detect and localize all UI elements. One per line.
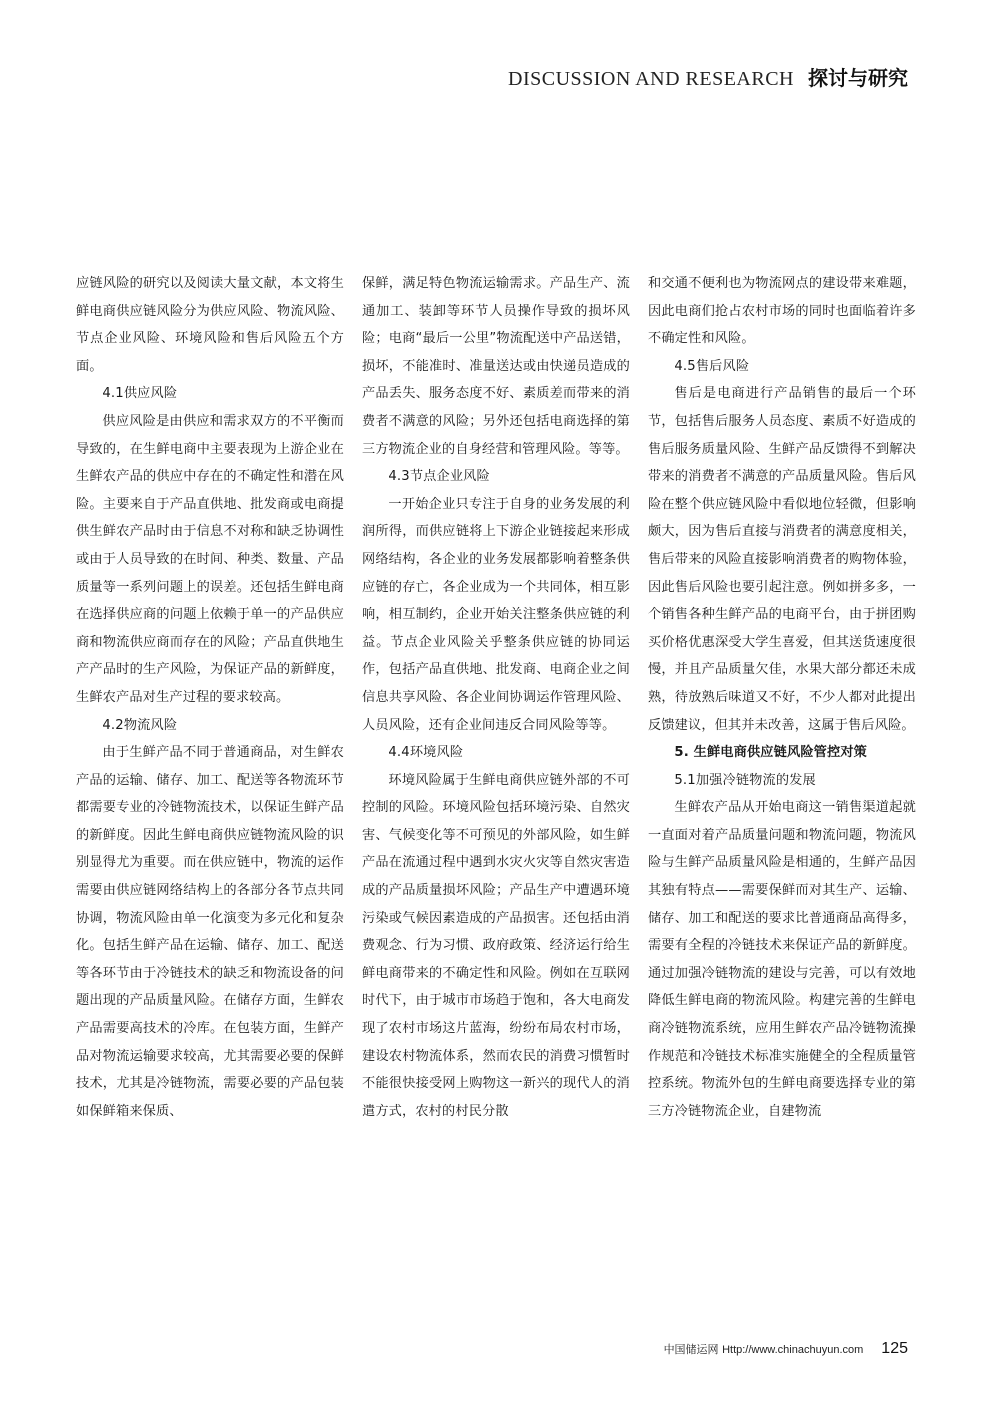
page-number: 125 <box>881 1340 908 1357</box>
section-heading: 4.1供应风险 <box>102 386 178 402</box>
text-column-1 <box>76 270 344 1125</box>
section-heading: 4.2物流风险 <box>102 717 178 733</box>
section-heading: 5.1加强冷链物流的发展 <box>674 772 816 788</box>
paragraph: 售后是电商进行产品销售的最后一个环节，包括售后服务人员态度、素质不好造成的售后服务质量风险、生鲜产品反馈得不到解决带来的消费者不满意的产品质量风险。售后风险在整个供应链风险中看似地位轻微，但影响颇大，因为售后直接与消费者的满意度相关，售后带来的风险直接影响消费者的购物体验，因此售后风险也要引起注意。例如拼多多，一个销售各种生鲜产品的电商平台，由于拼团购买价格优惠深受大学生喜爱，但其送货速度很慢，并且产品质量欠佳，水果大部分都还未成熟，待放熟后味道又不好，不少人都对此提出反馈建议，但其并未改善，这属于售后风险。 <box>648 386 916 733</box>
footer-site-name: 中国储运网 <box>663 1343 719 1356</box>
section-heading: 4.4环境风险 <box>388 745 464 761</box>
section-heading: 4.5售后风险 <box>674 358 750 374</box>
paragraph: 环境风险属于生鲜电商供应链外部的不可控制的风险。环境风险包括环境污染、自然灾害、气候变化等不可预见的外部风险，如生鲜产品在流通过程中遇到水灾火灾等自然灾害造成的产品质量损坏风险；产品生产中遭遇环境污染或气候因素造成的产品损害。还包括由消费观念、行为习惯、政府政策、经济运行给生鲜电商带来的不确定性和风险。例如在互联网时代下，由于城市市场趋于饱和，各大电商发现了农村市场这片蓝海，纷纷布局农村市场，建设农村物流体系，然而农民的消费习惯暂时不能很快接受网上购物这一新兴的现代人的消遣方式，农村的村民分散 <box>362 772 630 1119</box>
text-column-2 <box>362 270 630 1125</box>
page-footer <box>664 1340 908 1358</box>
header-section-english: DISCUSSION AND RESEARCH <box>508 68 794 90</box>
paragraph: 和交通不便利也为物流网点的建设带来难题，因此电商们抢占农村市场的同时也面临着许多不确定性和风险。 <box>648 276 916 347</box>
text-column-3 <box>648 270 916 1125</box>
footer-site <box>664 1341 864 1357</box>
section-heading: 4.3节点企业风险 <box>388 469 490 485</box>
paragraph: 供应风险是由供应和需求双方的不平衡而导致的，在生鲜电商中主要表现为上游企业在生鲜农产品的供应中存在的不确定性和潜在风险。主要来自于产品直供地、批发商或电商提供生鲜农产品时由于信息不对称和缺乏协调性或由于人员导致的在时间、种类、数量、产品质量等一系列问题上的误差。还包括生鲜电商在选择供应商的问题上依赖于单一的产品供应商和物流供应商而存在的风险；产品直供地生产产品时的生产风险，为保证产品的新鲜度，生鲜农产品对生产过程的要求较高。 <box>76 413 344 705</box>
section-heading: 5. 生鲜电商供应链风险管控对策 <box>674 745 868 761</box>
footer-url: Http://www.chinachuyun.com <box>722 1344 864 1356</box>
paragraph: 由于生鲜产品不同于普通商品，对生鲜农产品的运输、储存、加工、配送等各物流环节都需要专业的冷链物流技术，以保证生鲜产品的新鲜度。因此生鲜电商供应链物流风险的识别显得尤为重要。而在供应链中，物流的运作需要由供应链网络结构上的各部分各节点共同协调，物流风险由单一化演变为多元化和复杂化。包括生鲜产品在运输、储存、加工、配送等各环节由于冷链技术的缺乏和物流设备的问题出现的产品质量风险。在储存方面，生鲜农产品需要高技术的冷库。在包装方面，生鲜产品对物流运输要求较高，尤其需要必要的保鲜技术，尤其是冷链物流，需要必要的产品包装如保鲜箱来保质、 <box>76 745 344 1119</box>
paragraph: 生鲜农产品从开始电商这一销售渠道起就一直面对着产品质量问题和物流问题，物流风险与生鲜产品质量风险是相通的，生鲜产品因其独有特点——需要保鲜而对其生产、运输、储存、加工和配送的要求比普通商品高得多，需要有全程的冷链技术来保证产品的新鲜度。通过加强冷链物流的建设与完善，可以有效地降低生鲜电商的物流风险。构建完善的生鲜电商冷链物流系统，应用生鲜农产品冷链物流操作规范和冷链技术标准实施健全的全程质量管控系统。物流外包的生鲜电商要选择专业的第三方冷链物流企业，自建物流 <box>648 800 916 1119</box>
paragraph: 应链风险的研究以及阅读大量文献，本文将生鲜电商供应链风险分为供应风险、物流风险、节点企业风险、环境风险和售后风险五个方面。 <box>76 276 344 374</box>
paragraph: 一开始企业只专注于自身的业务发展的利润所得，而供应链将上下游企业链接起来形成网络结构，各企业的业务发展都影响着整条供应链的存亡，各企业成为一个共同体，相互影响，相互制约，企业开始关注整条供应链的利益。节点企业风险关乎整条供应链的协同运作，包括产品直供地、批发商、电商企业之间信息共享风险、各企业间协调运作管理风险、人员风险，还有企业间违反合同风险等等。 <box>362 496 630 733</box>
paragraph: 保鲜，满足特色物流运输需求。产品生产、流通加工、装卸等环节人员操作导致的损坏风险；电商“最后一公里”物流配送中产品送错，损坏，不能准时、准量送达或由快递员造成的产品丢失、服务态度不好、素质差而带来的消费者不满意的风险；另外还包括电商选择的第三方物流企业的自身经营和管理风险。等等。 <box>362 276 630 457</box>
header-section-chinese: 探讨与研究 <box>808 66 908 90</box>
running-header <box>508 62 908 91</box>
